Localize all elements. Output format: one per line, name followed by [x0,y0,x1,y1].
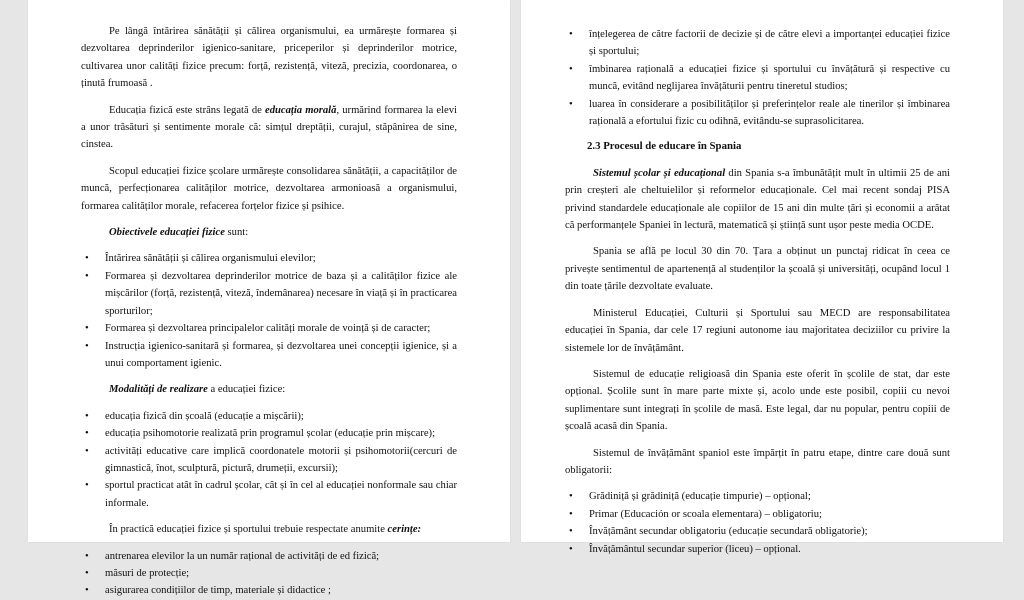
bullet-icon: • [85,253,89,265]
emphasis-text: Obiectivele educației fizice [109,227,225,239]
page-content [565,26,950,558]
text-run: din Spania s-a îmbunătățit mult în ultimii 25 de ani prin creșteri ale cheltuielilor și reformelor educaționale. Cel mai recent sondaj PISA privind standardele educaționale ale copiilor de 15 ani din multe țări și economii a arătat că performanțele Spaniei în lectură, matematică și știință sunt ușor peste media OCDE. [565,167,950,232]
bullet-icon: • [85,270,89,282]
paragraph [565,165,950,235]
list-item [565,61,950,96]
bullet-icon: • [569,491,573,503]
bullet-icon: • [85,410,89,422]
list-item-text: Întărirea sănătății și călirea organismului elevilor; [105,253,316,265]
list-item [565,96,950,131]
list-item [81,268,457,320]
bullet-icon: • [85,550,89,562]
paragraph: Sistemul de învățământ spaniol este împărțit în patru etape, dintre care două sunt obligatorii: [565,447,950,476]
list-item-text: antrenarea elevilor la un număr rațional de activități de ed fizică; [105,550,380,562]
list-item-text: Formarea și dezvoltarea deprinderilor motrice de baza și a calităților fizice ale mișcărilor (forță, rezistență, viteză, îndemânarea) necesare în viață și în practicarea sporturilor; [105,270,457,317]
paragraph: Ministerul Educației, Culturii și Sportului sau MECD are responsabilitatea educației în Spania, dar cele 17 regiuni autonome iau majoritatea deciziilor cu privire la sistemele lor de învățământ. [565,307,950,354]
list-heading [81,224,457,241]
list-item [81,408,457,425]
list-item-text: educația psihomotorie realizată prin programul școlar (educație prin mișcare); [105,428,436,440]
text-run: a educației fizice: [207,384,286,396]
bullet-icon: • [85,480,89,492]
list-item [81,548,457,565]
list-item [565,26,950,61]
bullet-icon: • [569,508,573,520]
text-run: În practică educației fizice și sportului trebuie respectate anumite [109,524,388,536]
bullet-icon: • [85,445,89,457]
bullet-icon: • [85,428,89,440]
emphasis-text: Modalități de realizare [109,384,208,396]
list-item [81,582,457,599]
list-item-text: îmbinarea rațională a educației fizice și sportului cu învățătură și respective cu muncă, evitând neglijarea învățăturii pentru tineretul studios; [589,63,950,93]
bullet-icon: • [85,585,89,597]
bullet-icon: • [569,526,573,538]
list-item [81,565,457,582]
page-content [81,23,457,600]
objectives-list [81,250,457,372]
bullet-icon: • [85,567,89,579]
list-item-text: Grădiniță și grădiniță (educație timpurie) – opțional; [589,491,811,503]
requirements-list [81,548,457,600]
bullet-icon: • [569,29,573,40]
list-item [81,320,457,337]
section-heading: 2.3 Procesul de educare în Spania [587,140,742,153]
text-run: sunt: [224,227,249,239]
list-item [565,523,950,540]
bullet-icon: • [569,63,573,75]
list-item-text: Instrucția igienico-sanitară și formarea, și dezvoltarea unei concepții igienice, și a unui comportament igienic. [105,340,457,369]
bullet-icon: • [569,98,573,110]
bullet-icon: • [85,340,89,352]
list-item-text: măsuri de protecție; [105,567,190,579]
list-item-text: Formarea și dezvoltarea principalelor calități morale de voință și de caracter; [105,323,431,335]
list-item-text: activități educative care implică coordonatele motorii și psihomotorii(cercuri de gimnastică, înot, sculptură, pictură, drumeții, excursii); [105,445,457,474]
stages-list [565,488,950,558]
bullet-icon: • [569,543,573,555]
paragraph: Pe lângă întărirea sănătății și călirea organismului, ea urmărește formarea și dezvoltarea deprinderilor igienico-sanitare, priceperilor și deprinderilor motrice, cultivarea unor calități fizice precum: forță, rezistență, viteză, precizia, coordonarea, o ținută frumoasă . [81,26,457,90]
requirements-list-continued [565,26,950,130]
list-item-text: educația fizică din școală (educație a mișcării); [105,410,304,422]
emphasis-text: cerințe: [387,524,422,536]
list-item-text: sportul practicat atât în cadrul școlar, cât și în cel al educației nonformale sau chiar informale. [105,480,457,509]
list-item [81,425,457,442]
document-page-left [28,0,510,597]
paragraph: Sistemul de educație religioasă din Spania este oferit în școlile de stat, dar este opțional. Școlile sunt în mare parte mixte și, acolo unde este posibil, copiii cu nevoi suplimentare sunt integrați în școlile de masă. Este legal, dar nu popular, pentru copiii de școală acasă din Spania. [565,368,950,433]
paragraph: Spania se află pe locul 30 din 70. Țara a obținut un punctaj ridicat în ceea ce privește sentimentul de apartenență al studenților la școală și universități, ocupând locul 1 din toate țările dezvoltate evaluate. [565,246,950,293]
list-item-text: Învățământul secundar superior (liceu) – opțional. [589,543,801,555]
bullet-icon: • [85,323,89,335]
list-item-text: Învățământ secundar obligatoriu (educație secundară obligatorie); [589,526,868,538]
list-item [565,541,950,558]
list-item [81,250,457,267]
list-item-text: Primar (Educación or scoala elementara) – obligatoriu; [589,508,822,520]
list-item [565,506,950,523]
list-item [81,443,457,478]
paragraph: Scopul educației fizice școlare urmărește consolidarea sănătății, a capacităților de muncă, perfecționarea calităților motrice, dezvoltarea armonioasă a organismului, formarea calităților morale, refacerea forțelor fizice și psihice. [81,165,457,212]
modalities-list [81,408,457,512]
list-item [565,488,950,505]
list-item-text: luarea în considerare a posibilităților și preferințelor reale ale tinerilor și îmbinarea rațională a efortului fizic cu odihnă, evitându-se suprasolicitarea. [589,98,950,128]
list-heading [81,381,457,398]
emphasis-text: Sistemul școlar și educațional [593,167,726,179]
text-run: Educația fizică este strâns legată de [109,104,265,116]
list-heading [81,521,457,538]
list-item-text: înțelegerea de către factorii de decizie și de către elevi a importanței educației fizice și sportului; [589,29,950,58]
list-item [81,338,457,373]
list-item [81,477,457,512]
document-page-right [521,0,1003,555]
list-item-text: asigurarea condițiilor de timp, materiale și didactice ; [105,585,331,597]
text-run: , urmărind formarea la elevi a unor trăsături și sentimente morale că: simțul dreptății, curajul, stăpânirea de sine, cinstea. [81,104,457,151]
emphasis-text: educația morală [265,104,337,116]
paragraph [81,102,457,154]
